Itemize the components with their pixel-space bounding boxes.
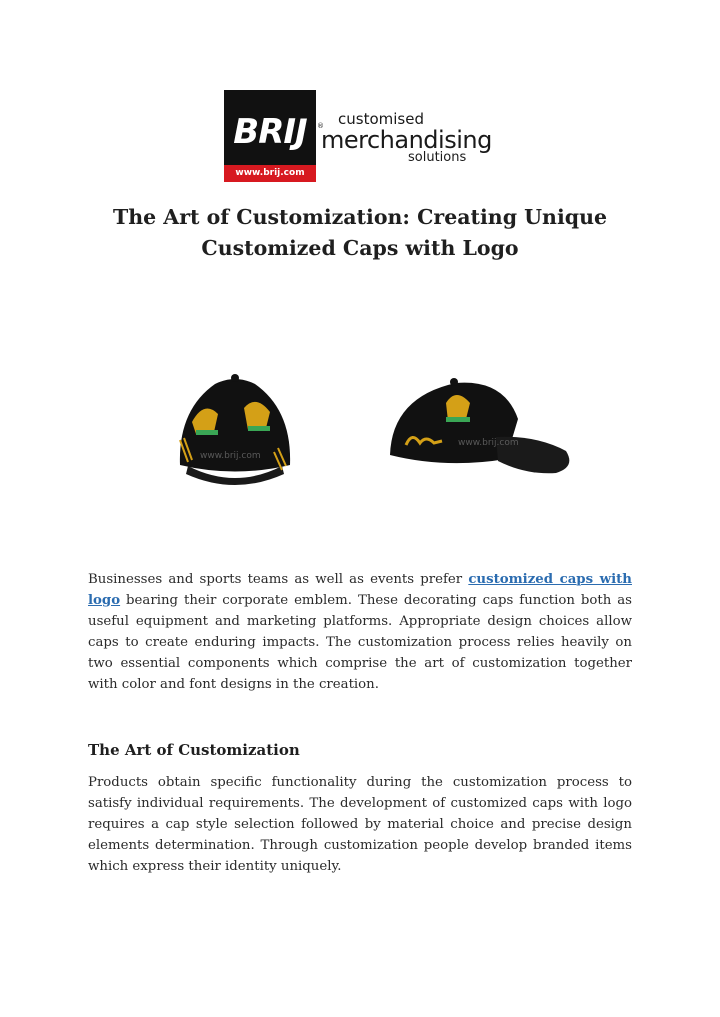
section-heading: The Art of Customization	[88, 741, 300, 759]
caps-link[interactable]: customized caps with logo	[88, 572, 632, 608]
intro-paragraph	[88, 569, 632, 695]
page-title: The Art of Customization: Creating Unique Customized Caps with Logo	[112, 205, 608, 260]
logo-tagline-3: solutions	[408, 150, 467, 165]
cap-front-image	[170, 370, 300, 488]
watermark: www.brij.com	[458, 438, 519, 448]
logo-url: www.brij.com	[224, 165, 316, 182]
intro-text-before: Businesses and sports teams as well as events prefer	[88, 572, 469, 587]
intro-text-after: bearing their corporate emblem. These decorating caps function both as useful equipment and marketing platforms. Appropriate design choices allow caps to create enduring impacts. The customization process relies heavily on two essential components which comprise the art of customization together with color and font designs in the creation.	[88, 593, 632, 692]
registered-mark: ®	[317, 122, 324, 130]
logo-tagline-1: customised	[338, 110, 424, 128]
cap-side-image	[386, 375, 576, 481]
brand-logo	[224, 90, 500, 184]
section-paragraph: Products obtain specific functionality during the customization process to satisfy individual requirements. The development of customized caps with logo requires a cap style selection followed by material choice and precise design elements determination. Through customization people develop branded items which express their identity uniquely.	[88, 775, 632, 874]
logo-tagline-2: merchandising	[321, 126, 492, 154]
watermark: www.brij.com	[200, 451, 261, 461]
logo-mark-text: BRIJ	[233, 112, 307, 152]
logo-mark-box	[224, 90, 316, 182]
